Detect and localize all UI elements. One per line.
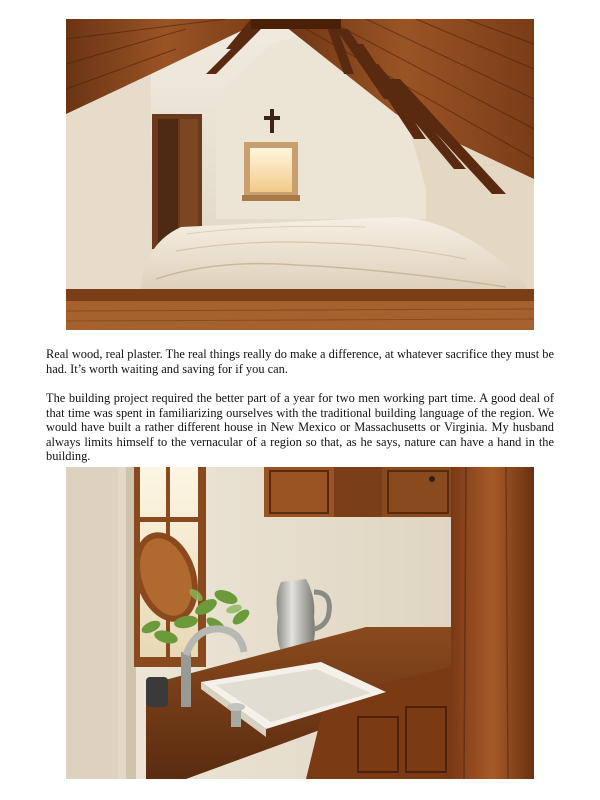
paragraph-real-wood: Real wood, real plaster. The real things really do make a difference, at whatever sacrifice they must be had. It’s worth waiting and saving for if you can. xyxy=(46,347,554,376)
kitchen-sink-photo xyxy=(66,467,534,779)
paragraph-building-project: The building project required the better part of a year for two men working part time. A good deal of that time was spent in familiarizing ourselves with the traditional building language of the region. We would have built a rather different house in New Mexico or Massachusetts or Virginia. My husband always limits himself to the vernacular of a region so that, as he says, nature can have a hand in the building. xyxy=(46,391,554,463)
loft-bedroom-illustration xyxy=(66,19,534,330)
loft-bedroom-photo xyxy=(66,19,534,330)
kitchen-sink-illustration xyxy=(66,467,534,779)
